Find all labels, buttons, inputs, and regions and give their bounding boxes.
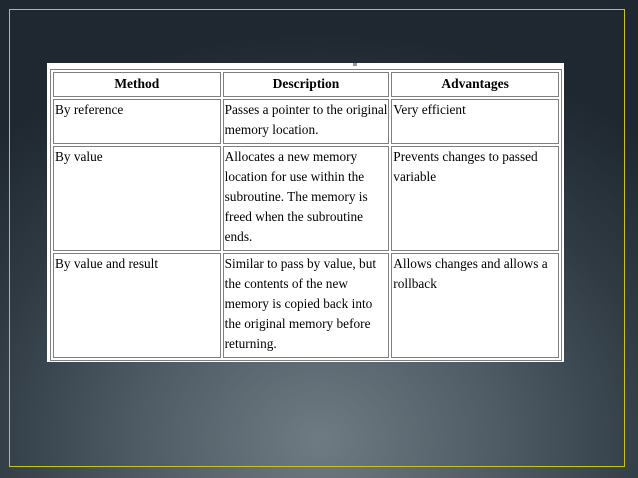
cell-advantages: Very efficient	[391, 99, 559, 144]
parameter-passing-table	[50, 69, 562, 361]
cell-advantages: Allows changes and allows a rollback	[391, 253, 559, 358]
cell-method: By reference	[53, 99, 221, 144]
cropped-text-fragment	[353, 63, 357, 66]
table-row	[53, 99, 559, 144]
cell-method: By value and result	[53, 253, 221, 358]
table-row	[53, 253, 559, 358]
table-row	[53, 146, 559, 251]
cell-description: Allocates a new memory location for use within the subroutine. The memory is freed when the subroutine ends.	[223, 146, 390, 251]
cell-advantages: Prevents changes to passed variable	[391, 146, 559, 251]
cell-description: Passes a pointer to the original memory location.	[223, 99, 390, 144]
header-row	[53, 72, 559, 97]
header-advantages: Advantages	[391, 72, 559, 97]
header-description: Description	[223, 72, 390, 97]
table-image	[47, 63, 564, 362]
cell-method: By value	[53, 146, 221, 251]
cell-description: Similar to pass by value, but the contents of the new memory is copied back into the original memory before returning.	[223, 253, 390, 358]
header-method: Method	[53, 72, 221, 97]
